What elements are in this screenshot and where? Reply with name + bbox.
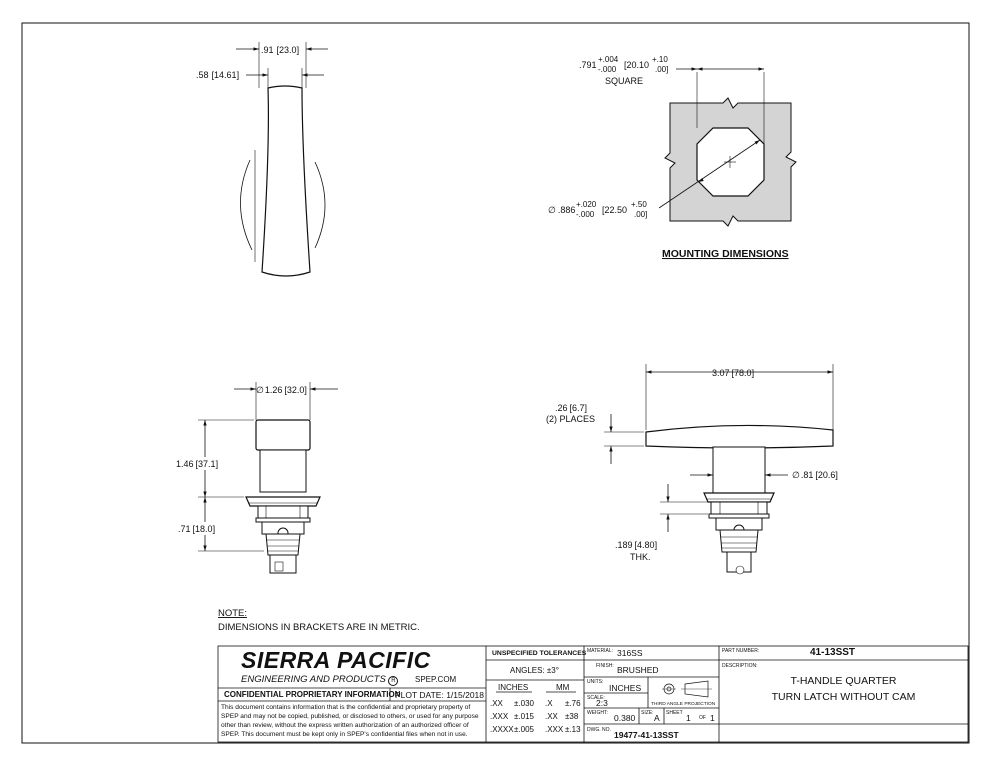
front-width-dim: 3.07 [78.0]	[712, 368, 755, 378]
part-number-value: 41-13SST	[810, 647, 856, 658]
sheet-border	[22, 23, 969, 743]
scale-label: SCALE:	[587, 695, 605, 701]
sheet-label: SHEET	[666, 710, 683, 716]
top-view	[236, 42, 328, 276]
description-line-1: T-HANDLE QUARTER	[790, 675, 897, 687]
plot-date: PLOT DATE: 1/15/2018	[395, 690, 485, 700]
hole-dia-mm: [22.50	[602, 205, 628, 215]
side-dia-dim: ∅1.26 [32.0]	[256, 385, 307, 395]
description-line-2: TURN LATCH WITHOUT CAM	[771, 691, 916, 703]
description-label: DESCRIPTION:	[722, 663, 758, 669]
registered-mark: R	[388, 676, 398, 686]
material-value: 316SS	[617, 648, 643, 658]
front-panel-label: THK.	[630, 552, 651, 562]
company-logo: SIERRA PACIFIC	[241, 647, 431, 673]
square-mm-tol-minus: .00]	[655, 65, 669, 74]
mounting-cutout	[659, 69, 796, 226]
mounting-title: MOUNTING DIMENSIONS	[662, 248, 789, 260]
hole-dia-dim: ∅ .886	[548, 205, 576, 215]
confidential-text: This document contains information that is the confidential and proprietary property of SPEP and may not be copied, published, or disclosed to others, or used for any purpose other than review, without the express written authorization of an authorized officer of SPEP. This document must be kept only in SPEP's confidential files when not in use.	[221, 704, 479, 738]
front-places-label: (2) PLACES	[546, 414, 596, 424]
tol-inch-values: ±.030 ±.015 ±.005	[514, 699, 534, 734]
hole-tol-plus: +.020	[576, 200, 597, 209]
square-mm-tol-plus: +.10	[652, 55, 668, 64]
part-number-label: PART NUMBER:	[722, 648, 760, 654]
tol-mm-values: ±.76 ±38 ±.13	[565, 699, 581, 734]
tol-mm-header: MM	[556, 683, 570, 692]
front-shaft-dia-dim: ∅.81 [20.6]	[792, 470, 838, 480]
dwg-no-value: 19477-41-13SST	[614, 730, 679, 740]
dwg-no-label: DWG. NO.	[587, 727, 611, 733]
tol-mm-formats: .X .XX .XXX	[545, 699, 564, 734]
front-thick-dim: .26 [6.7]	[555, 403, 588, 413]
projection-label: THIRD ANGLE PROJECTION	[651, 702, 716, 707]
tolerances-angles: ANGLES: ±3°	[510, 666, 559, 675]
note-text: DIMENSIONS IN BRACKETS ARE IN METRIC.	[218, 622, 420, 633]
confidential-label: CONFIDENTIAL PROPRIETARY INFORMATION	[224, 690, 401, 699]
square-label: SQUARE	[605, 76, 644, 86]
sheet-of-label: OF	[699, 715, 706, 721]
note-heading: NOTE:	[218, 608, 248, 619]
weight-value: 0.380	[614, 713, 636, 723]
hole-mm-tol-plus: +.50	[631, 200, 647, 209]
finish-value: BRUSHED	[617, 665, 659, 675]
side-view	[198, 382, 338, 573]
weight-label: WEIGHT:	[587, 710, 608, 716]
company-subtitle: ENGINEERING AND PRODUCTS R	[241, 674, 398, 686]
side-height-dim: 1.46 [37.1]	[176, 459, 219, 469]
company-website: SPEP.COM	[415, 675, 457, 684]
sheet-total: 1	[710, 713, 715, 723]
tol-inches-header: INCHES	[498, 683, 529, 692]
units-label: UNITS:	[587, 679, 604, 685]
top-width-dim: .91 [23.0]	[261, 45, 300, 55]
finish-label: FINISH:	[596, 663, 614, 669]
square-tol-minus: -.000	[598, 65, 617, 74]
top-thick-dim: .58 [14.61]	[196, 70, 240, 80]
hole-tol-minus: -.000	[576, 210, 595, 219]
front-panel-dim: .189 [4.80]	[615, 540, 658, 550]
tol-inch-formats: .XX .XXX .XXXX	[490, 699, 514, 734]
hole-mm-tol-minus: .00]	[634, 210, 648, 219]
third-angle-projection-icon	[662, 681, 712, 697]
material-label: MATERIAL:	[587, 648, 614, 654]
side-lower-dim: .71 [18.0]	[178, 524, 216, 534]
size-value: A	[654, 713, 660, 723]
square-tol-plus: +.004	[598, 55, 619, 64]
square-dim: .791	[579, 60, 597, 70]
square-dim-mm: [20.10	[624, 60, 650, 70]
sheet-value: 1	[686, 713, 691, 723]
units-value: INCHES	[609, 683, 642, 693]
size-label: SIZE:	[641, 710, 654, 716]
scale-value: 2:3	[596, 698, 608, 708]
tolerances-title: UNSPECIFIED TOLERANCES	[492, 650, 587, 657]
